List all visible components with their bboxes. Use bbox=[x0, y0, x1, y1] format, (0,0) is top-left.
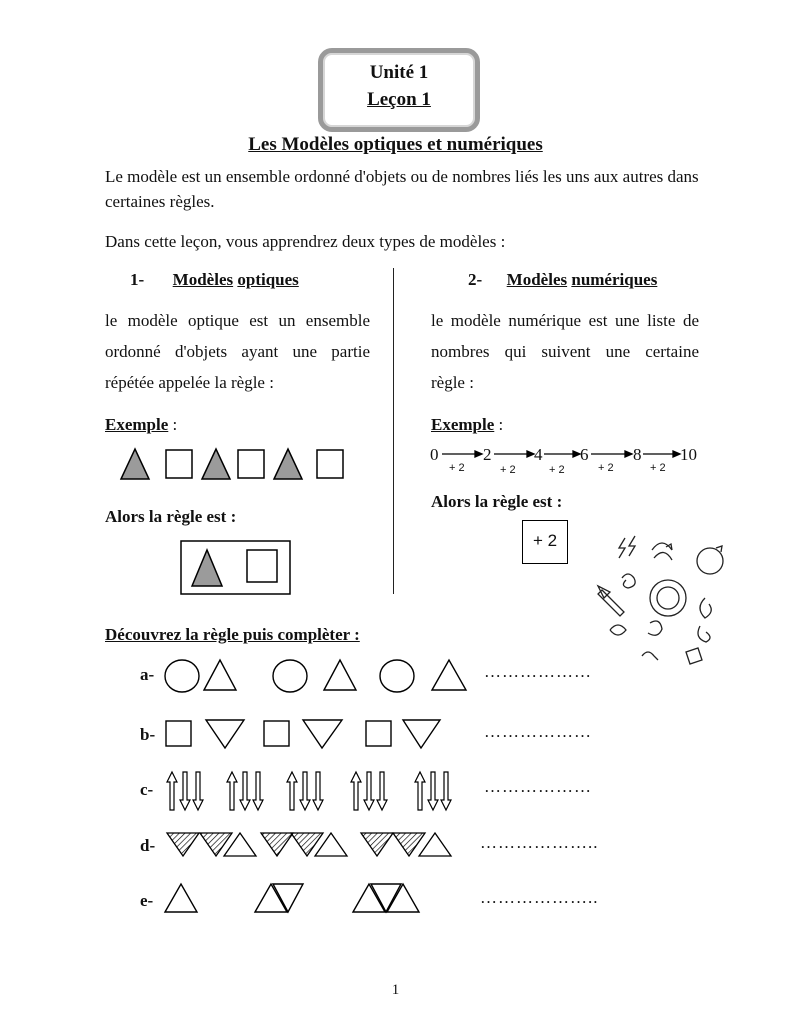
down-arrow-icon bbox=[364, 772, 374, 810]
optical-definition bbox=[105, 305, 370, 398]
hatched-triangle-shape bbox=[167, 833, 199, 856]
page-number: 1 bbox=[391, 982, 400, 998]
page-title: Les Modèles optiques et numériques bbox=[248, 134, 543, 155]
gray-triangle-shape bbox=[274, 449, 302, 479]
optical-rule-label: Alors la règle est : bbox=[105, 507, 237, 526]
numeric-line-2: nombres qui suivent une certaine bbox=[431, 342, 699, 361]
row-a-shapes bbox=[162, 656, 472, 696]
down-arrow-icon bbox=[253, 772, 263, 810]
row-label-c: c- bbox=[140, 780, 154, 799]
box-arrow-icon bbox=[686, 648, 702, 664]
step-label: + 2 bbox=[449, 462, 465, 474]
sequence-number: 4 bbox=[534, 445, 543, 464]
step-label: + 2 bbox=[549, 464, 565, 476]
curl-arrow-icon bbox=[648, 621, 662, 635]
numeric-example-word: Exemple bbox=[431, 415, 495, 434]
hatched-triangle-shape bbox=[393, 833, 425, 856]
down-arrow-icon bbox=[428, 772, 438, 810]
down-arrow-icon bbox=[300, 772, 310, 810]
row-label-b: b- bbox=[140, 725, 156, 744]
inverted-triangle-shape bbox=[303, 720, 342, 748]
triangle-shape bbox=[165, 884, 197, 912]
sequence-number: 6 bbox=[580, 445, 589, 464]
squiggle-arrow-icon bbox=[700, 598, 711, 618]
circle-shape bbox=[165, 660, 199, 692]
sequence-number: 10 bbox=[680, 445, 697, 464]
answer-blank-d[interactable]: ……………….. bbox=[480, 833, 599, 852]
circle-shape bbox=[380, 660, 414, 692]
square-shape bbox=[166, 450, 192, 478]
square-shape bbox=[238, 450, 264, 478]
numeric-example-label bbox=[431, 412, 503, 437]
sequence-number: 2 bbox=[483, 445, 492, 464]
triangle-shape bbox=[432, 660, 466, 690]
up-arrow-icon bbox=[287, 772, 297, 810]
optical-line-2: ordonné d'objets ayant une partie bbox=[105, 342, 370, 361]
numeric-line-1: le modèle numérique est une liste de bbox=[431, 311, 699, 330]
hook-arrow-icon bbox=[642, 652, 658, 660]
optical-number: 1- bbox=[130, 270, 145, 289]
answer-blank-b[interactable]: ……………… bbox=[484, 722, 592, 741]
answer-blank-e[interactable]: ……………….. bbox=[480, 888, 599, 907]
answer-blank-a[interactable]: ……………… bbox=[484, 662, 592, 681]
answer-blank-c[interactable]: ……………… bbox=[484, 777, 592, 796]
inverted-triangle-shape bbox=[403, 720, 440, 748]
up-arrow-icon bbox=[415, 772, 425, 810]
row-e-shapes bbox=[163, 880, 443, 916]
circular-arrow-icon bbox=[697, 548, 723, 574]
arrowhead-icon bbox=[475, 451, 482, 457]
down-arrow-icon bbox=[240, 772, 250, 810]
down-arrow-icon bbox=[377, 772, 387, 810]
numeric-line-3: règle : bbox=[431, 373, 474, 392]
optical-title-word2: optiques bbox=[237, 270, 299, 289]
optical-example-colon: : bbox=[168, 415, 178, 434]
arrowhead-icon bbox=[625, 451, 632, 457]
down-arrow-icon bbox=[441, 772, 451, 810]
down-arrow-icon bbox=[193, 772, 203, 810]
step-label: + 2 bbox=[650, 462, 666, 474]
optical-example-word: Exemple bbox=[105, 415, 169, 434]
row-label-e: e- bbox=[140, 891, 154, 910]
cycle-arrows-icon bbox=[610, 625, 626, 635]
up-arrow-icon bbox=[167, 772, 177, 810]
zigzag-arrow-icon bbox=[629, 536, 635, 556]
down-arrow-icon bbox=[313, 772, 323, 810]
optical-title-word1: Modèles bbox=[172, 270, 234, 289]
triangle-shape bbox=[324, 660, 356, 690]
row-b-shapes bbox=[164, 716, 474, 752]
curved-arrow-icon bbox=[652, 543, 672, 550]
numeric-title-word2: numériques bbox=[571, 270, 658, 289]
row-label-d: d- bbox=[140, 836, 156, 855]
optical-example-label bbox=[105, 412, 177, 437]
numeric-example-colon: : bbox=[494, 415, 504, 434]
square-shape bbox=[247, 550, 277, 582]
column-divider bbox=[393, 268, 394, 594]
numeric-number: 2- bbox=[468, 270, 483, 289]
circular-arrows-inner-icon bbox=[657, 587, 679, 609]
gray-triangle-shape bbox=[202, 449, 230, 479]
row-c-arrows bbox=[165, 770, 470, 814]
arrowhead-icon bbox=[573, 451, 580, 457]
sequence-number: 8 bbox=[633, 445, 642, 464]
zigzag-arrow-icon bbox=[619, 538, 625, 558]
lesson-title: Leçon 1 bbox=[367, 89, 431, 110]
down-arrow-icon bbox=[180, 772, 190, 810]
circular-arrows-icon bbox=[650, 580, 686, 616]
triangle-shape bbox=[419, 833, 451, 856]
square-shape bbox=[166, 721, 191, 746]
intro-types-sentence: Dans cette leçon, vous apprendrez deux types de modèles : bbox=[105, 232, 506, 251]
optical-line-3: répétée appelée la règle : bbox=[105, 373, 274, 392]
square-shape bbox=[264, 721, 289, 746]
spiral-arrow-icon bbox=[622, 574, 635, 588]
exercise-instruction: Découvrez la règle puis complèter : bbox=[105, 625, 360, 644]
sequence-number: 0 bbox=[430, 445, 439, 464]
row-label-a: a- bbox=[140, 665, 155, 684]
optical-line-1: le modèle optique est un ensemble bbox=[105, 311, 370, 330]
up-arrow-icon bbox=[227, 772, 237, 810]
numeric-definition bbox=[431, 305, 699, 398]
hatched-triangle-shape bbox=[261, 833, 293, 856]
optical-example-shapes bbox=[118, 446, 348, 482]
decorative-arrows-cluster bbox=[590, 528, 740, 678]
step-label: + 2 bbox=[500, 464, 516, 476]
square-shape bbox=[317, 450, 343, 478]
intro-definition: Le modèle est un ensemble ordonné d'objets ou de nombres liés les uns aux autres dans certaines règles. bbox=[105, 167, 699, 211]
swirl-arrow-icon bbox=[698, 626, 710, 642]
optical-heading bbox=[130, 270, 299, 290]
number-sequence bbox=[430, 440, 700, 480]
numeric-title-word1: Modèles bbox=[506, 270, 568, 289]
up-arrow-icon bbox=[351, 772, 361, 810]
unit-title: Unité 1 bbox=[369, 62, 429, 83]
curved-arrow-icon bbox=[654, 552, 672, 560]
optical-rule-box bbox=[180, 540, 292, 596]
row-d-shapes bbox=[165, 830, 455, 860]
triangle-shape bbox=[204, 660, 236, 690]
inverted-triangle-shape bbox=[206, 720, 244, 748]
numeric-heading bbox=[468, 270, 657, 290]
arrowhead-icon bbox=[673, 451, 680, 457]
unit-lesson-box bbox=[318, 48, 480, 132]
square-shape bbox=[366, 721, 391, 746]
arrowhead-icon bbox=[527, 451, 534, 457]
numeric-rule-box: + 2 bbox=[522, 520, 568, 564]
gray-triangle-shape bbox=[121, 449, 149, 479]
circle-shape bbox=[273, 660, 307, 692]
hatched-triangle-shape bbox=[361, 833, 393, 856]
numeric-rule-label: Alors la règle est : bbox=[431, 492, 563, 511]
step-label: + 2 bbox=[598, 462, 614, 474]
